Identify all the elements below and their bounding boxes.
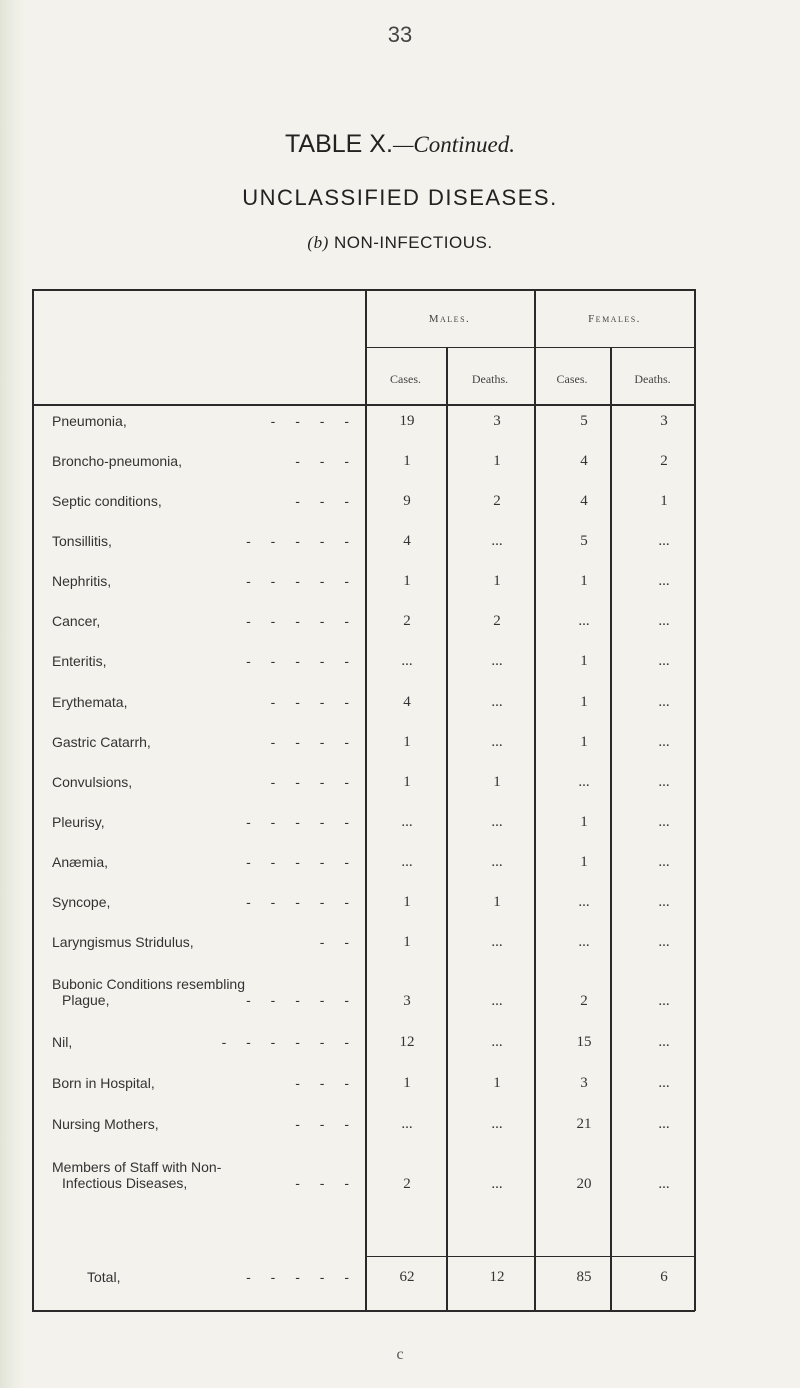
row-label: Members of Staff with Non- Infectious Diseases, - - - <box>52 1159 357 1191</box>
divider-males <box>365 289 367 1311</box>
females-deaths: ... <box>658 854 670 870</box>
title-main: TABLE X. <box>285 130 393 158</box>
section-title: UNCLASSIFIED DISEASES. <box>242 185 558 210</box>
males-cases: 1 <box>403 734 411 750</box>
males-cases: 1 <box>403 774 411 790</box>
males-cases: 19 <box>399 413 415 429</box>
header-females-cases: Cases. <box>556 372 588 386</box>
females-deaths: ... <box>658 694 670 710</box>
males-deaths: ... <box>491 653 503 669</box>
females-deaths: ... <box>658 734 670 750</box>
females-cases: 3 <box>580 1075 588 1091</box>
males-cases: 1 <box>403 453 411 469</box>
page-number: 33 <box>387 22 413 47</box>
males-cases: 1 <box>403 1075 411 1091</box>
males-cases: ... <box>401 814 413 830</box>
males-cases: ... <box>401 1116 413 1132</box>
females-deaths: ... <box>658 573 670 589</box>
group-header-rule <box>365 347 695 348</box>
footer-signature-mark: c <box>396 1346 404 1363</box>
females-deaths: ... <box>658 533 670 549</box>
females-deaths: ... <box>658 894 670 910</box>
males-deaths: 1 <box>493 453 501 469</box>
males-deaths: 2 <box>493 493 501 509</box>
males-cases: ... <box>401 653 413 669</box>
males-deaths: 1 <box>493 774 501 790</box>
header-males-cases: Cases. <box>390 372 421 386</box>
table-top-border <box>32 289 695 291</box>
males-deaths: 1 <box>493 573 501 589</box>
males-deaths: ... <box>491 694 503 710</box>
header-males-deaths: Deaths. <box>471 372 509 386</box>
males-deaths: ... <box>491 734 503 750</box>
males-deaths: ... <box>491 1176 503 1192</box>
females-deaths: 1 <box>660 493 668 509</box>
females-cases: 1 <box>580 573 588 589</box>
males-deaths: ... <box>491 854 503 870</box>
table-left-border <box>32 289 34 1311</box>
males-deaths: 2 <box>493 613 501 629</box>
males-cases: 3 <box>403 993 411 1009</box>
females-cases: 1 <box>580 734 588 750</box>
header-rule <box>32 404 695 406</box>
females-deaths: ... <box>658 1075 670 1091</box>
males-deaths: ... <box>491 814 503 830</box>
header-females-deaths: Deaths. <box>634 372 671 386</box>
males-cases: 9 <box>403 493 411 509</box>
females-cases: ... <box>578 894 590 910</box>
males-cases: 1 <box>403 934 411 950</box>
females-deaths: ... <box>658 613 670 629</box>
females-deaths: ... <box>658 1116 670 1132</box>
subsection-name: NON-INFECTIOUS. <box>328 233 493 252</box>
females-deaths: ... <box>658 934 670 950</box>
females-cases: ... <box>578 934 590 950</box>
data-table: Males. Females. Cases. Deaths. Cases. Deaths. Pneumonia, - - - - 19 3 5 3 Broncho-pneumonia, - - - 1 1 4 2 Septic conditions, - - - 9 2 4 1 Tonsillitis, - - - - - 4 ... 5 ... Nephritis, - - - - - 1 1 1 ... Cancer, - - - - - 2 2 ... ... Enteritis, - - - - - ... ... 1 ... Erythemata, - - - - 4 ... 1 ... Gastric Catarrh, - - - - 1 ... 1 ... Convulsions, - - - - 1 1 ... ... Pleurisy, - - - - - ... ... 1 ... Anæmia, - - - - - ... ... 1 ... Syncope, - - - - - 1 1 ... ... Laryngismus Stridulus, - - 1 ... ... ... Bubonic Conditions resembling Plague, - - - - - 3 ... 2 ... Nil, - - - - - - 12 ... 15 ... Born in Hospital, - - - 1 1 3 ... Nursing Mothers, - - - ... ... 21 ... Members of Staff with Non- Infectious Diseases, - - - 2 ... 20 ... Total, - - - - - 62 12 85 6 <box>32 289 695 1311</box>
header-females: Females. <box>588 313 641 325</box>
females-deaths: 3 <box>660 413 668 429</box>
females-deaths: ... <box>658 1034 670 1050</box>
males-cases: 2 <box>403 1176 411 1192</box>
males-cases: 4 <box>403 533 411 549</box>
title-continued: —Continued. <box>392 132 515 157</box>
males-deaths: ... <box>491 1116 503 1132</box>
females-deaths: ... <box>658 1176 670 1192</box>
total-males-deaths: 12 <box>489 1269 505 1285</box>
males-cases: 12 <box>399 1034 415 1050</box>
females-deaths: ... <box>658 653 670 669</box>
table-title <box>0 130 800 159</box>
total-females-cases: 85 <box>576 1269 592 1285</box>
males-cases: 1 <box>403 894 411 910</box>
males-deaths: 3 <box>493 413 501 429</box>
females-cases: 15 <box>576 1034 592 1050</box>
header-males: Males. <box>428 313 471 325</box>
total-males-cases: 62 <box>399 1269 415 1285</box>
table-bottom-border <box>32 1310 695 1312</box>
females-cases: 5 <box>580 413 588 429</box>
total-females-deaths: 6 <box>660 1269 668 1285</box>
males-cases: ... <box>401 854 413 870</box>
males-cases: 4 <box>403 694 411 710</box>
males-deaths: 1 <box>493 1075 501 1091</box>
males-deaths: ... <box>491 1034 503 1050</box>
males-cases: 1 <box>403 573 411 589</box>
females-deaths: 2 <box>660 453 668 469</box>
females-cases: 21 <box>576 1116 592 1132</box>
females-cases: 1 <box>580 854 588 870</box>
subsection-letter: (b) <box>307 233 329 252</box>
divider-females <box>534 289 536 1311</box>
females-cases: 20 <box>576 1176 592 1192</box>
females-cases: ... <box>578 613 590 629</box>
table-right-border <box>694 289 696 1311</box>
total-rule <box>365 1256 695 1257</box>
males-deaths: ... <box>491 993 503 1009</box>
females-cases: 4 <box>580 453 588 469</box>
females-cases: 1 <box>580 694 588 710</box>
subsection-title <box>0 233 800 253</box>
females-cases: 1 <box>580 814 588 830</box>
females-cases: 5 <box>580 533 588 549</box>
females-cases: 2 <box>580 993 588 1009</box>
males-deaths: 1 <box>493 894 501 910</box>
females-deaths: ... <box>658 774 670 790</box>
females-cases: 1 <box>580 653 588 669</box>
males-cases: 2 <box>403 613 411 629</box>
males-deaths: ... <box>491 533 503 549</box>
row-label: Bubonic Conditions resembling Plague, - - - - - <box>52 976 357 1008</box>
females-cases: ... <box>578 774 590 790</box>
males-deaths: ... <box>491 934 503 950</box>
females-deaths: ... <box>658 814 670 830</box>
females-deaths: ... <box>658 993 670 1009</box>
females-cases: 4 <box>580 493 588 509</box>
